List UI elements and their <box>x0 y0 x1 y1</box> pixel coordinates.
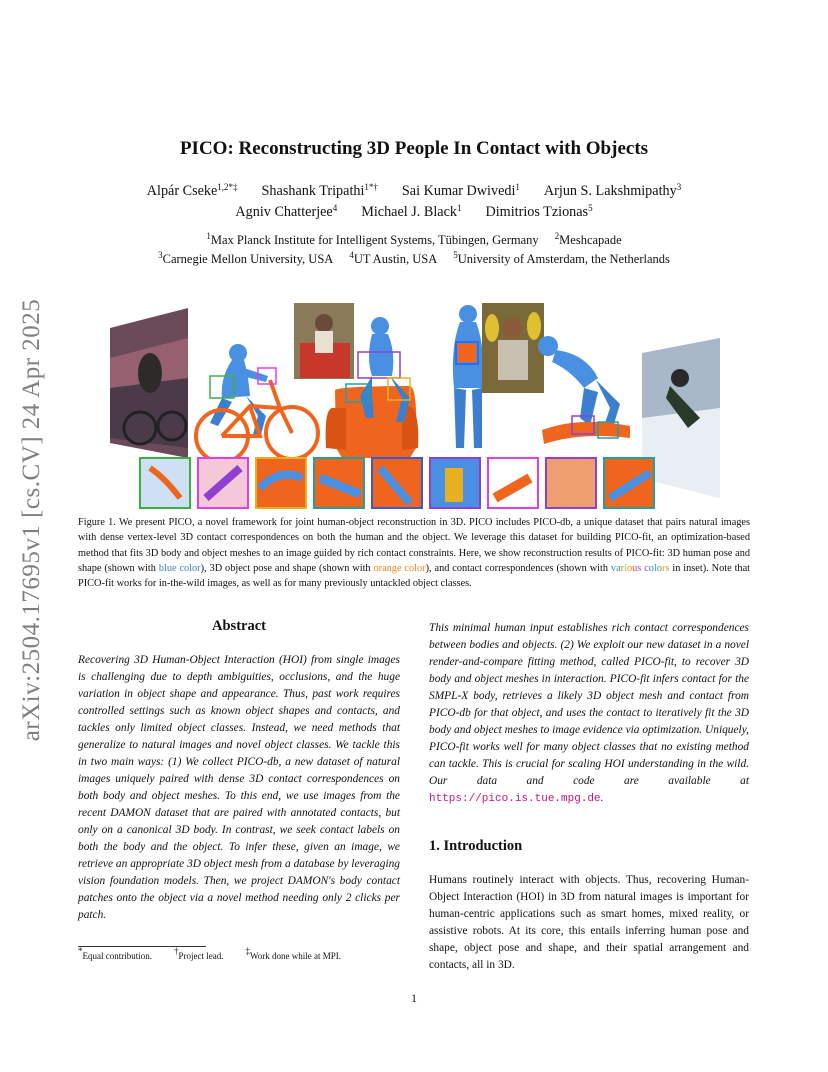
author-2: Dimitrios Tzionas$^5$ <box>485 203 593 220</box>
introduction-heading: 1. Introduction <box>429 838 523 854</box>
footnote-2: ‡Work done while at MPI. <box>245 946 341 961</box>
abstract-continued: This minimal human input establishes rich contact correspondences between bodies and objects. (2) We exploit our new dataset in a novel render-and-compare fitting method, called PICO-fit, to recover 3D body and object meshes in interaction. PICO-fit infers contact for the SMPL-X body, retrieves a likely 3D object mesh and contact from PICO-db for that object, and uses the contact to iteratively fit the 3D body and object meshes to image evidence via optimization. Uniquely, PICO-fit works well for many object classes that no existing method can tackle. This is crucial for scaling HOI understanding in the wild. Our data and code are available at https://pico.is.tue.mpg.de. <box>429 622 749 805</box>
footnotes <box>78 946 400 961</box>
photo-sofa <box>294 303 354 379</box>
author-0: Agniv Chatterjee$^4$ <box>235 203 338 220</box>
project-link[interactable]: https://pico.is.tue.mpg.de <box>429 793 601 805</box>
authors-line-1 <box>80 183 748 200</box>
footnote-rule <box>78 946 206 947</box>
author-1: Michael J. Black$^1$ <box>361 203 462 220</box>
authors-line-2 <box>80 204 748 221</box>
photo-banana <box>482 303 544 393</box>
footnote-0: *Equal contribution. <box>78 946 152 961</box>
affiliation-2: $^5$University of Amsterdam, the Netherlands <box>453 250 670 266</box>
various-colored-word: various <box>610 562 642 574</box>
affiliation-0: $^3$Carnegie Mellon University, USA <box>158 250 334 266</box>
skateboard-reconstruction <box>538 336 630 444</box>
author-3: Arjun S. Lakshmipathy$^3$ <box>543 182 682 199</box>
abstract-text: Recovering 3D Human-Object Interaction (HOI) from single images is challenging due to depth ambiguities, occlusions, and the huge variation in object shape and appearance. Thus, past work requires controlled settings such as known object shapes and contacts, and tackles only limited object classes. Instead, we need methods that generalize to natural images and novel object classes. We tackle this in two main ways: (1) We collect PICO-db, a new dataset of natural images uniquely paired with dense 3D contact correspondences on both body and object meshes. To this end, we use images from the recent DAMON dataset that are paired with annotated contacts, but only on a canonical 3D body. In contrast, we seek contact labels on both the body and the object. To infer these, given an image, we retrieve an appropriate 3D object mesh from a database by leveraging vision foundation models. Then, we project DAMON's body contact patches onto the object via a novel method needing only 2 clicks per patch. <box>78 654 400 921</box>
abstract-heading: Abstract <box>212 618 266 634</box>
teaser-illustration <box>110 298 720 512</box>
standing-reconstruction <box>453 305 483 448</box>
affiliation-1: $^4$UT Austin, USA <box>349 250 438 266</box>
arxiv-stamp: arXiv:2504.17695v1 [cs.CV] 24 Apr 2025 <box>18 298 45 742</box>
figure-caption: Figure 1. We present PICO, a novel framework for joint human-object reconstruction in 3D. PICO includes PICO-db, a unique dataset that pairs natural images with dense vertex-level 3D contact correspondences on both the human and the object. We leverage this dataset for building PICO-fit, an optimization-based method that fits 3D body and object meshes to an image guided by rich contact constraints. Here, we show reconstruction results of PICO-fit: 3D human pose and shape (shown with blue color), 3D object pose and shape (shown with orange color), and contact correspondences (shown with various colors in inset). Note that PICO-fit works for in-the-wild images, as well as for many previously untackled object classes. <box>78 517 751 590</box>
photo-cyclist <box>110 308 188 458</box>
author-1: Shashank Tripathi$^{1*\dagger}$ <box>261 182 378 199</box>
affiliation-0: $^1$Max Planck Institute for Intelligent Systems, Tübingen, Germany <box>206 231 539 247</box>
page-number: 1 <box>411 991 417 1005</box>
footnote-1: †Project lead. <box>174 946 224 961</box>
affiliations-line-1 <box>80 233 748 248</box>
teaser-figure <box>110 298 720 512</box>
introduction-text: Humans routinely interact with objects. Thus, recovering Human-Object Interaction (HOI) in 3D from natural images is important for human-centric applications such as smart homes, mixed reality, or assistive robots. At its core, this entails inferring human pose and shape, object pose and shape, and their spatial arrangement and contacts, all in 3D. <box>429 874 749 971</box>
affiliation-1: $^2$Meshcapade <box>554 231 622 247</box>
affiliations-line-2 <box>80 252 748 267</box>
author-2: Sai Kumar Dwivedi$^1$ <box>401 182 520 199</box>
contact-insets <box>140 458 654 508</box>
colors-colored-word: colors <box>644 562 670 574</box>
author-0: Alpár Cseke$^{1,2*\ddagger}$ <box>146 182 238 199</box>
paper-title: PICO: Reconstructing 3D People In Contact with Objects <box>179 138 649 159</box>
